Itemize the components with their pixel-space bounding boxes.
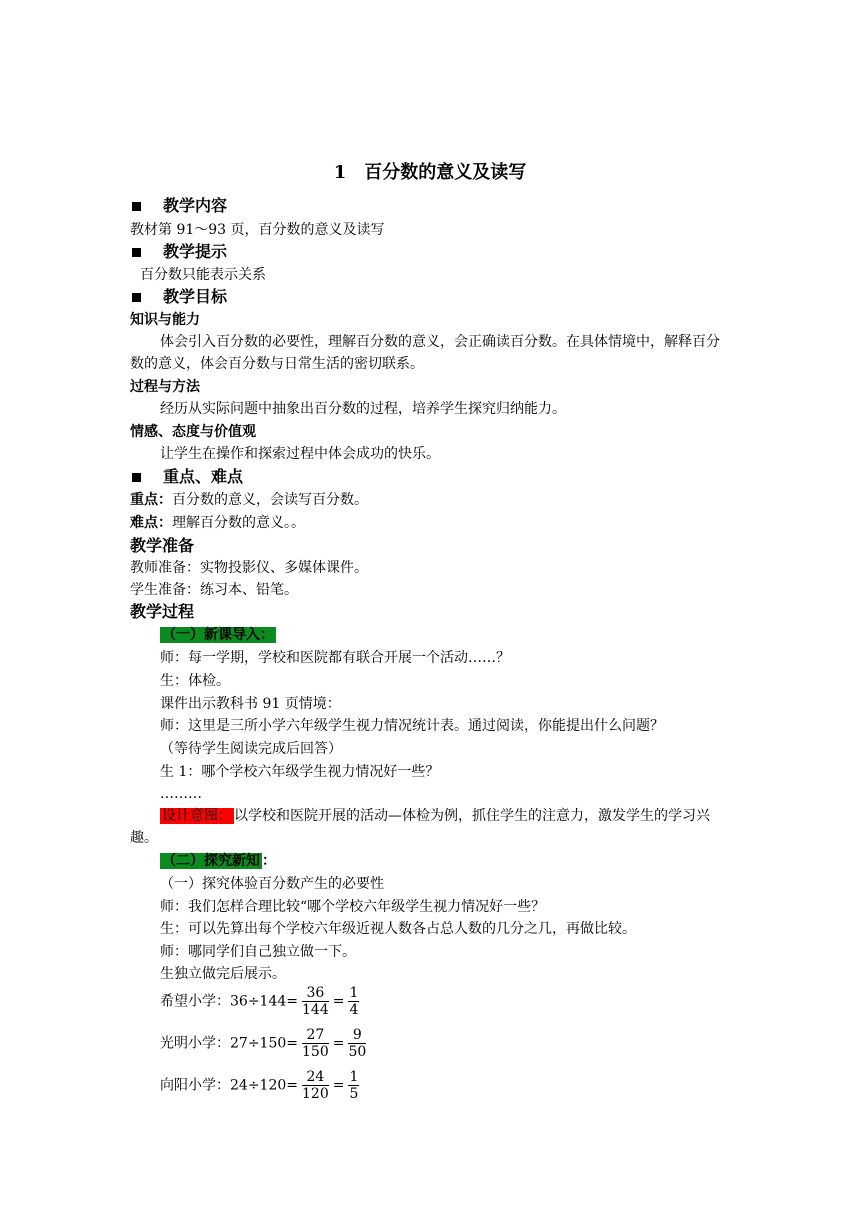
dialogue-line: （一）探究体验百分数产生的必要性 xyxy=(160,876,384,892)
section-heading-goals: 教学目标 xyxy=(130,286,227,308)
key-point: 重点：百分数的意义，会读写百分数。 xyxy=(130,492,368,508)
square-bullet-icon xyxy=(132,473,141,482)
hint-text: 百分数只能表示关系 xyxy=(140,267,266,283)
process-method-label: 过程与方法 xyxy=(130,379,200,395)
calc-row-guangming: 光明小学：27÷150= $\frac{27}{150}$ = $\frac{9}{50}$ xyxy=(160,1027,367,1060)
emotion-text: 让学生在操作和探索过程中体会成功的快乐。 xyxy=(160,446,440,462)
fraction: $\frac{1}{5}$ xyxy=(349,1069,359,1102)
section-heading-prep: 教学准备 xyxy=(130,536,195,555)
dialogue-line: 师：我们怎样合理比较“哪个学校六年级学生视力情况好一些？ xyxy=(160,899,546,915)
calc-row-xiwang: 希望小学：36÷144= $\frac{36}{144}$ = $\frac{1}{4}$ xyxy=(160,985,359,1018)
difficult-point: 难点：理解百分数的意义。。 xyxy=(130,515,305,531)
section-heading-content: 教学内容 xyxy=(130,195,227,217)
fraction: $\frac{1}{4}$ xyxy=(349,985,359,1018)
calc-row-xiangyang: 向阳小学：24÷120= $\frac{24}{120}$ = $\frac{1}{5}$ xyxy=(160,1069,359,1102)
section-heading-process: 教学过程 xyxy=(130,602,195,621)
fraction: $\frac{24}{120}$ xyxy=(302,1069,329,1102)
dialogue-line: 师：每一学期，学校和医院都有联合开展一个活动……？ xyxy=(160,650,510,666)
section-heading-hint: 教学提示 xyxy=(130,241,227,263)
dialogue-line: 生独立做完后展示。 xyxy=(160,966,286,982)
title-number: 1 xyxy=(333,162,347,183)
dialogue-line: 课件出示教科书 91 页情境： xyxy=(160,696,341,712)
emotion-label: 情感、态度与价值观 xyxy=(130,424,256,440)
fraction: $\frac{9}{50}$ xyxy=(348,1027,367,1060)
dialogue-line: 生：可以先算出每个学校六年级近视人数各占总人数的几分之几，再做比较。 xyxy=(160,921,636,937)
teacher-prep: 教师准备：实物投影仪、多媒体课件。 xyxy=(130,560,368,576)
title-text: 百分数的意义及读写 xyxy=(364,162,527,183)
ellipsis-line: ……… xyxy=(160,786,202,802)
knowledge-label: 知识与能力 xyxy=(130,312,200,328)
dialogue-line: 生 1：哪个学校六年级学生视力情况好一些？ xyxy=(160,764,440,780)
square-bullet-icon xyxy=(132,248,141,257)
fraction: $\frac{27}{150}$ xyxy=(302,1027,329,1060)
process-method-text: 经历从实际问题中抽象出百分数的过程，培养学生探究归纳能力。 xyxy=(160,401,566,417)
section-heading-keypoints: 重点、难点 xyxy=(130,466,243,488)
content-text: 教材第 91～93 页，百分数的意义及读写 xyxy=(130,222,385,238)
dialogue-line: 生：体检。 xyxy=(160,673,230,689)
fraction: $\frac{36}{144}$ xyxy=(302,985,329,1018)
part2-label: （二）探究新知 ： xyxy=(162,853,276,869)
part1-label: （一）新课导入： xyxy=(162,627,274,643)
dialogue-line: （等待学生阅读完成后回答） xyxy=(160,741,342,757)
dialogue-line: 师：哪同学们自己独立做一下。 xyxy=(160,944,356,960)
square-bullet-icon xyxy=(132,202,141,211)
dialogue-line: 师：这里是三所小学六年级学生视力情况统计表。通过阅读，你能提出什么问题？ xyxy=(160,718,664,734)
student-prep: 学生准备：练习本、铅笔。 xyxy=(130,582,298,598)
design-intent: 设计意图： 以学校和医院开展的活动—体检为例，抓住学生的注意力，激发学生的学习兴趣。 xyxy=(130,808,710,846)
knowledge-text: 体会引入百分数的必要性，理解百分数的意义，会正确读百分数。在具体情境中，解释百分数的意义，体会百分数与日常生活的密切联系。 xyxy=(130,334,720,372)
square-bullet-icon xyxy=(132,293,141,302)
page-title xyxy=(0,160,860,186)
